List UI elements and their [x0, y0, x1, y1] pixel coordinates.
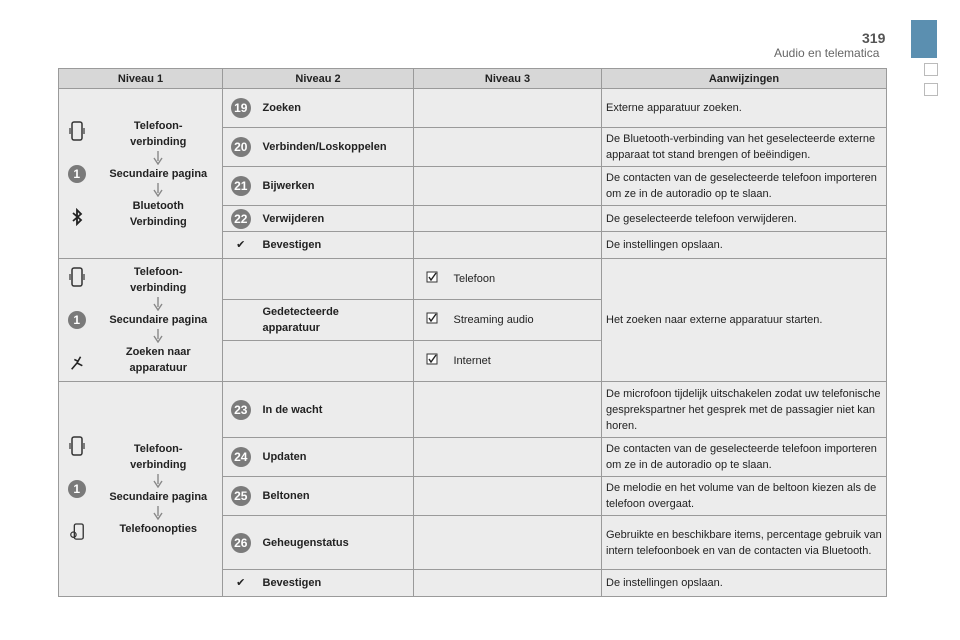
description: De geselecteerde telefoon verwijderen.	[602, 206, 887, 232]
table-row	[59, 382, 887, 438]
level1-flow	[95, 259, 223, 382]
step-number-1: 1	[68, 480, 86, 498]
level2-label: Beltonen	[259, 477, 414, 516]
table-row	[59, 259, 887, 300]
level2-label: In de wacht	[259, 382, 414, 438]
badge-24: 24	[231, 447, 251, 467]
level3-label: Streaming audio	[450, 300, 602, 341]
level3-label: Internet	[450, 341, 602, 382]
page-marker-square	[924, 63, 938, 76]
table-header-row	[59, 69, 887, 89]
header-level3: Niveau 3	[414, 69, 602, 89]
header-notes: Aanwijzingen	[602, 69, 887, 89]
level2-label: Updaten	[259, 438, 414, 477]
level1-icons	[59, 89, 95, 259]
checkmark-icon: ✔	[223, 232, 259, 259]
phone-icon	[69, 436, 85, 456]
phone-icon	[69, 121, 85, 141]
badge-19: 19	[231, 98, 251, 118]
level2-label: Bijwerken	[259, 167, 414, 206]
level2-label: Gedetecteerde apparatuur	[259, 300, 414, 341]
flow-step-2: Secundaire pagina	[109, 167, 208, 180]
level1-flow	[95, 382, 223, 597]
header-level2: Niveau 2	[223, 69, 414, 89]
flow-step-2: Secundaire pagina	[109, 491, 208, 503]
arrow-down-icon	[153, 329, 163, 343]
level2-label: Bevestigen	[259, 232, 414, 259]
header-level1: Niveau 1	[59, 69, 223, 89]
description: De instellingen opslaan.	[602, 570, 887, 597]
level2-label: Bevestigen	[259, 570, 414, 597]
checkbox-icon	[414, 259, 450, 300]
level3-label: Telefoon	[450, 259, 602, 300]
level1-flow	[95, 89, 223, 259]
step-number-1: 1	[68, 165, 86, 183]
description: De contacten van de geselecteerde telefoon importeren om ze in de autoradio op te slaan.	[602, 438, 887, 477]
table-row	[59, 89, 887, 128]
description: De contacten van de geselecteerde telefoon importeren om ze in de autoradio op te slaan.	[602, 167, 887, 206]
section-title: Audio en telematica	[774, 46, 880, 60]
level2-label: Verwijderen	[259, 206, 414, 232]
description: De Bluetooth-verbinding van het geselecteerde externe apparaat tot stand brengen of beëindigen.	[602, 128, 887, 167]
level2-label: Zoeken	[259, 89, 414, 128]
badge-26: 26	[231, 533, 251, 553]
badge-21: 21	[231, 176, 251, 196]
badge-25: 25	[231, 486, 251, 506]
flow-step-3: Zoeken naar apparatuur	[125, 346, 191, 374]
level1-icons	[59, 259, 95, 382]
checkbox-icon	[414, 341, 450, 382]
description: De instellingen opslaan.	[602, 232, 887, 259]
checkmark-icon: ✔	[223, 570, 259, 597]
search-devices-icon	[69, 353, 85, 373]
badge-20: 20	[231, 137, 251, 157]
arrow-down-icon	[153, 474, 163, 488]
flow-step-2: Secundaire pagina	[109, 314, 208, 326]
phone-settings-icon	[69, 522, 85, 542]
arrow-down-icon	[153, 506, 163, 520]
description: Het zoeken naar externe apparatuur starten.	[602, 259, 887, 382]
description: Externe apparatuur zoeken.	[602, 89, 887, 128]
level1-icons	[59, 382, 95, 597]
menu-table	[58, 68, 887, 597]
bluetooth-icon	[69, 207, 85, 227]
flow-step-3: Telefoonopties	[119, 523, 197, 535]
chapter-tab	[911, 20, 937, 58]
level2-label: Geheugenstatus	[259, 516, 414, 570]
badge-22: 22	[231, 209, 251, 229]
checkbox-icon	[414, 300, 450, 341]
phone-icon	[69, 267, 85, 287]
description: De microfoon tijdelijk uitschakelen zodat uw telefonische gesprekspartner het gesprek met de passagier niet kan horen.	[602, 382, 887, 438]
flow-step-1: Telefoon- verbinding	[130, 443, 187, 471]
level2-label: Verbinden/Loskoppelen	[259, 128, 414, 167]
page-marker-square	[924, 83, 938, 96]
flow-step-3: Bluetooth Verbinding	[129, 199, 187, 228]
description: De melodie en het volume van de beltoon kiezen als de telefoon overgaat.	[602, 477, 887, 516]
flow-step-1: Telefoon- verbinding	[130, 266, 187, 294]
badge-23: 23	[231, 400, 251, 420]
page-number: 319	[862, 30, 886, 46]
flow-step-1: Telefoon- verbinding	[130, 119, 187, 148]
arrow-down-icon	[153, 297, 163, 311]
arrow-down-icon	[153, 183, 163, 197]
arrow-down-icon	[153, 151, 163, 165]
step-number-1: 1	[68, 311, 86, 329]
description: Gebruikte en beschikbare items, percentage gebruik van intern telefoonboek en van de contacten via Bluetooth.	[602, 516, 887, 570]
